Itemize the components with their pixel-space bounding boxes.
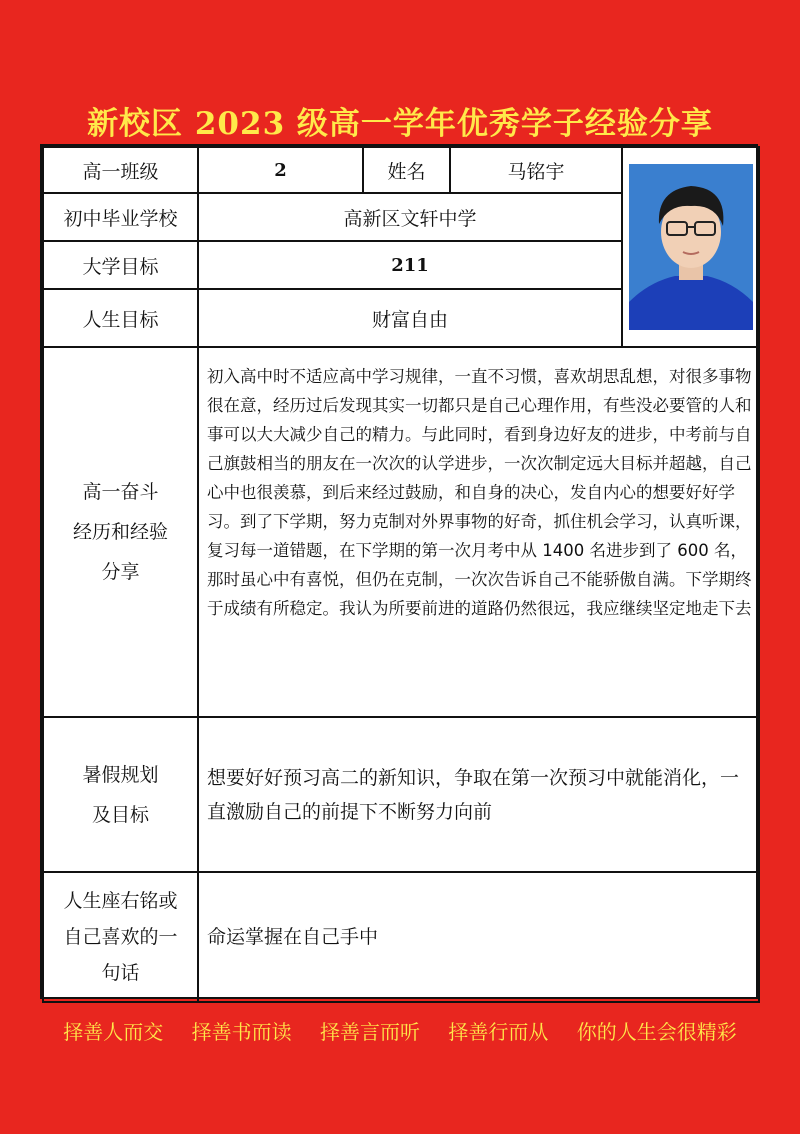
footer-mottos — [0, 1016, 800, 1045]
college-label: 大学目标 — [43, 241, 198, 289]
class-value: 2 — [198, 147, 363, 193]
name-label: 姓名 — [363, 147, 450, 193]
row-summer — [43, 717, 759, 872]
experience-label-line-2: 经历和经验 — [72, 521, 168, 543]
experience-label-line-3: 分享 — [101, 561, 140, 583]
school-value: 高新区文轩中学 — [198, 193, 622, 241]
life-goal-value: 财富自由 — [198, 289, 622, 347]
school-label: 初中毕业学校 — [43, 193, 198, 241]
experience-label-line-1: 高一奋斗 — [82, 481, 159, 503]
footer-motto-3: 择善言而听 — [320, 1020, 420, 1044]
footer-motto-5: 你的人生会很精彩 — [576, 1020, 737, 1044]
summer-label — [43, 717, 198, 872]
row-class — [43, 147, 759, 193]
college-value: 211 — [198, 241, 622, 289]
profile-form — [40, 144, 758, 999]
photo-cell — [622, 147, 759, 347]
class-label: 高一班级 — [43, 147, 198, 193]
life-goal-label: 人生目标 — [43, 289, 198, 347]
motto-text: 命运掌握在自己手中 — [198, 872, 759, 1002]
summer-text: 想要好好预习高二的新知识，争取在第一次预习中就能消化，一直激励自己的前提下不断努力向前 — [198, 717, 759, 872]
motto-label-line-1: 人生座右铭或 — [63, 890, 178, 912]
profile-table — [42, 146, 760, 1003]
experience-text: 初入高中时不适应高中学习规律，一直不习惯，喜欢胡思乱想，对很多事物很在意，经历过后发现其实一切都只是自己心理作用，有些没必要管的人和事可以大大减少自己的精力。与此同时，看到身边好友的进步，中考前与自己旗鼓相当的朋友在一次次的认学进步，一次次制定远大目标并超越，自己心中也很羡慕，到后来经过鼓励，和自身的决心，发自内心的想要好好学习。到了下学期，努力克制对外界事物的好奇，抓住机会学习，认真听课，复习每一道错题，在下学期的第一次月考中从 1400 名进步到了 600 名，那时虽心中有喜悦，但仍在克制，一次次告诉自己不能骄傲自满。下学期终于成绩有所稳定。我认为所要前进的道路仍然很远，我应继续坚定地走下去 — [198, 347, 759, 717]
row-experience — [43, 347, 759, 717]
student-photo — [629, 164, 753, 330]
footer-motto-4: 择善行而从 — [448, 1020, 549, 1044]
name-value: 马铭宇 — [450, 147, 622, 193]
experience-label — [43, 347, 198, 717]
footer-motto-2: 择善书而读 — [191, 1020, 292, 1044]
motto-label — [43, 872, 198, 1002]
page-title: 新校区 2023 级高一学年优秀学子经验分享 — [87, 106, 713, 142]
row-motto — [43, 872, 759, 1002]
summer-label-line-1: 暑假规划 — [82, 763, 159, 786]
footer-motto-1: 择善人而交 — [63, 1020, 164, 1044]
summer-label-line-2: 及目标 — [91, 803, 149, 826]
motto-label-line-3: 句话 — [101, 962, 140, 984]
motto-label-line-2: 自己喜欢的一 — [63, 926, 178, 948]
